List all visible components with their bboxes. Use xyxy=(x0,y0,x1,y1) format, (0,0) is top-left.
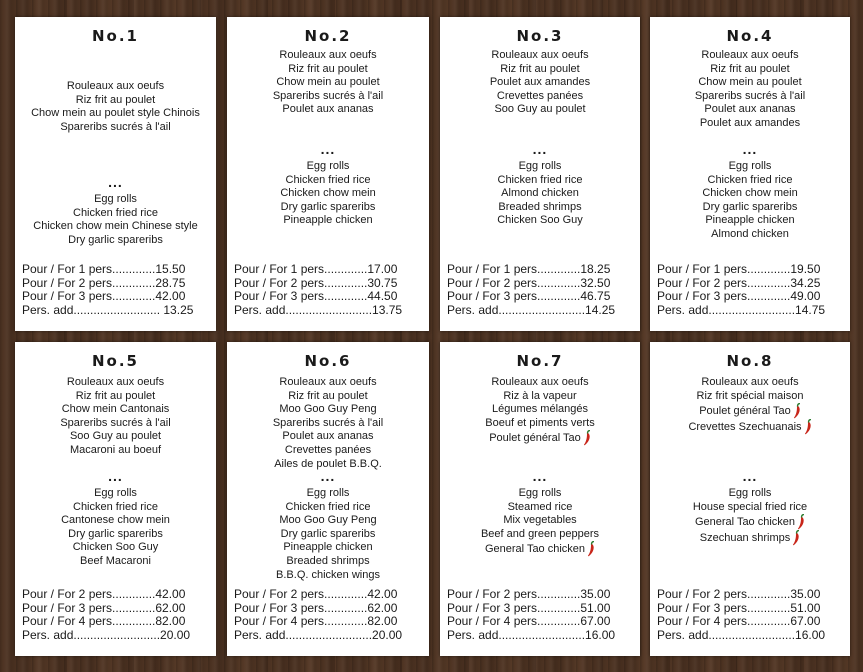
english-item-text: Egg rolls xyxy=(306,160,350,172)
price-line: Pour / For 3 pers.............62.00 xyxy=(22,601,186,615)
english-item xyxy=(17,234,214,248)
french-item-text: Soo Guy au poulet xyxy=(494,103,586,116)
french-item xyxy=(229,403,427,417)
french-item-text: Poulet aux amandes xyxy=(699,116,801,129)
french-item-text: Poulet aux ananas xyxy=(704,103,796,116)
separator-dots: ... xyxy=(320,141,336,157)
english-item-text: House special fried rice xyxy=(692,500,808,513)
english-item xyxy=(442,174,638,188)
english-item-text: Chicken chow mein xyxy=(702,187,798,200)
price-line: Pers. add..........................14.75 xyxy=(657,303,826,317)
french-item-text: Riz frit au poulet xyxy=(288,389,368,402)
french-item xyxy=(442,103,638,117)
french-item xyxy=(229,444,427,458)
english-item xyxy=(229,514,427,528)
french-item xyxy=(17,417,214,431)
french-item-text: Poulet aux amandes xyxy=(489,76,591,89)
english-item-text: Beef Macaroni xyxy=(80,554,151,567)
price-list xyxy=(657,263,844,317)
french-items xyxy=(442,49,638,117)
english-item xyxy=(442,187,638,201)
english-item xyxy=(17,514,214,528)
chili-pepper-icon xyxy=(804,419,812,435)
english-item xyxy=(17,555,214,569)
price-line: Pour / For 1 pers.............19.50 xyxy=(657,263,821,276)
menu-title: No.6 xyxy=(304,352,352,370)
french-item-text: Rouleaux aux oeufs xyxy=(279,49,377,61)
french-item-text: Boeuf et piments verts xyxy=(485,416,595,429)
english-item-text: Dry garlic spareribs xyxy=(280,200,376,213)
french-item xyxy=(17,376,214,390)
french-item-text: Riz frit au poulet xyxy=(500,62,580,75)
separator-dots: ... xyxy=(742,468,758,484)
price-line: Pour / For 3 pers.............44.50 xyxy=(234,290,398,304)
price-line: Pour / For 4 pers.............82.00 xyxy=(22,615,186,629)
french-item xyxy=(17,94,214,108)
french-item-text: Ailes de poulet B.B.Q. xyxy=(274,457,382,470)
menu-title: No.2 xyxy=(304,27,352,45)
price-line: Pour / For 3 pers.............49.00 xyxy=(657,290,821,304)
english-item-text: Chicken fried rice xyxy=(285,173,371,186)
english-items xyxy=(442,487,638,557)
french-item-text: Chow mein au poulet style Chinois xyxy=(31,107,200,120)
menu-card xyxy=(650,17,850,331)
english-item-text: Chicken fried rice xyxy=(285,500,371,513)
french-item-text: Riz frit au poulet xyxy=(288,62,368,75)
english-item xyxy=(442,201,638,215)
french-items xyxy=(229,376,427,471)
price-list xyxy=(22,263,210,317)
french-item xyxy=(229,417,427,431)
english-item xyxy=(442,501,638,515)
menu-card xyxy=(227,342,429,656)
english-item-text: Pineapple chicken xyxy=(283,214,373,227)
menu-title: No.7 xyxy=(516,352,564,370)
menu-card xyxy=(227,17,429,331)
french-item-text: Rouleaux aux oeufs xyxy=(279,376,377,388)
english-item xyxy=(17,501,214,515)
menu-card xyxy=(440,342,640,656)
french-item-text: Riz frit au poulet xyxy=(710,62,790,75)
price-list xyxy=(447,263,634,317)
english-item xyxy=(442,487,638,501)
english-item xyxy=(17,207,214,221)
french-item-text: Rouleaux aux oeufs xyxy=(66,80,165,92)
menu-title: No.8 xyxy=(726,352,774,370)
menu-title: No.5 xyxy=(92,352,139,370)
chili-pepper-icon xyxy=(792,530,800,546)
english-item xyxy=(17,220,214,234)
french-item xyxy=(442,430,638,446)
french-item-text: Spareribs sucrés à l'ail xyxy=(272,416,384,429)
french-item xyxy=(442,63,638,77)
english-item xyxy=(652,487,848,501)
chili-pepper-icon xyxy=(793,403,801,419)
english-item xyxy=(652,187,848,201)
english-item xyxy=(652,174,848,188)
english-item-text: Egg rolls xyxy=(728,160,772,172)
french-item-text: Riz frit au poulet xyxy=(75,93,156,106)
english-item xyxy=(652,160,848,174)
price-line: Pour / For 1 pers.............18.25 xyxy=(447,263,611,276)
french-item xyxy=(652,76,848,90)
english-item xyxy=(652,514,848,530)
separator-dots: ... xyxy=(320,468,336,484)
english-item xyxy=(442,214,638,228)
french-item xyxy=(442,90,638,104)
price-line: Pour / For 2 pers.............35.00 xyxy=(447,588,611,601)
price-line: Pour / For 2 pers.............28.75 xyxy=(22,276,186,290)
english-item xyxy=(229,160,427,174)
french-item-text: Riz frit spécial maison xyxy=(696,389,804,402)
french-item xyxy=(652,390,848,404)
english-item xyxy=(652,228,848,242)
price-line: Pour / For 4 pers.............82.00 xyxy=(234,615,398,629)
french-item xyxy=(442,403,638,417)
french-item-text: Spareribs sucrés à l'ail xyxy=(694,89,806,102)
french-item xyxy=(652,403,848,419)
french-item-text: Riz frit au poulet xyxy=(75,389,156,402)
price-line: Pers. add.......................... 13.25 xyxy=(22,303,194,317)
french-item xyxy=(229,376,427,390)
french-items xyxy=(652,376,848,435)
chili-pepper-icon xyxy=(583,430,591,446)
french-item-text: Rouleaux aux oeufs xyxy=(491,376,589,388)
french-item xyxy=(229,390,427,404)
french-item xyxy=(17,80,214,94)
price-list xyxy=(234,263,423,317)
english-item xyxy=(17,487,214,501)
french-items xyxy=(17,376,214,458)
french-item xyxy=(442,390,638,404)
french-item xyxy=(17,444,214,458)
english-items xyxy=(652,487,848,546)
english-item-text: Pineapple chicken xyxy=(705,214,795,227)
french-item-text: Poulet général Tao xyxy=(489,432,581,445)
english-item-text: Almond chicken xyxy=(501,187,579,200)
french-item-text: Crevettes panées xyxy=(284,443,372,456)
price-list xyxy=(234,588,423,642)
french-item-text: Chow mein au poulet xyxy=(276,76,380,89)
price-line: Pour / For 3 pers.............51.00 xyxy=(657,601,821,615)
price-line: Pers. add..........................14.25 xyxy=(447,303,616,317)
price-line: Pour / For 3 pers.............62.00 xyxy=(234,601,398,615)
french-item-text: Crevettes Szechuanais xyxy=(688,421,802,434)
english-item-text: General Tao chicken xyxy=(694,516,796,529)
price-line: Pers. add..........................16.00 xyxy=(447,628,616,642)
french-item xyxy=(17,430,214,444)
english-item-text: Breaded shrimps xyxy=(498,200,582,213)
french-item-text: Légumes mélangés xyxy=(491,403,588,416)
french-item xyxy=(442,76,638,90)
english-item-text: Dry garlic spareribs xyxy=(280,527,376,540)
french-item-text: Macaroni au boeuf xyxy=(69,443,162,456)
french-item xyxy=(17,390,214,404)
french-item-text: Rouleaux aux oeufs xyxy=(66,376,165,388)
english-item-text: Chicken fried rice xyxy=(497,173,583,186)
french-item-text: Moo Goo Guy Peng xyxy=(279,403,377,416)
english-item-text: B.B.Q. chicken wings xyxy=(276,568,380,581)
price-line: Pers. add..........................20.00 xyxy=(22,628,191,642)
price-line: Pour / For 2 pers.............35.00 xyxy=(657,588,821,601)
french-items xyxy=(652,49,848,131)
english-item-text: Szechuan shrimps xyxy=(699,532,791,545)
french-item xyxy=(229,90,427,104)
english-item-text: Beef and green peppers xyxy=(480,527,600,540)
price-line: Pers. add..........................16.00 xyxy=(657,628,826,642)
english-item xyxy=(17,541,214,555)
english-item xyxy=(229,501,427,515)
english-items xyxy=(229,160,427,228)
english-item-text: Egg rolls xyxy=(94,193,137,205)
french-item xyxy=(442,376,638,390)
price-line: Pour / For 4 pers.............67.00 xyxy=(447,615,611,629)
french-item xyxy=(652,376,848,390)
menu-card xyxy=(15,17,216,331)
english-item xyxy=(229,541,427,555)
french-item-text: Poulet aux ananas xyxy=(282,103,374,116)
price-line: Pour / For 4 pers.............67.00 xyxy=(657,615,821,629)
english-item xyxy=(229,201,427,215)
french-items xyxy=(229,49,427,117)
price-line: Pour / For 3 pers.............46.75 xyxy=(447,290,611,304)
french-item-text: Rouleaux aux oeufs xyxy=(491,49,589,61)
price-list xyxy=(22,588,210,642)
price-line: Pour / For 3 pers.............42.00 xyxy=(22,290,186,304)
english-item-text: Cantonese chow mein xyxy=(61,514,170,527)
english-item xyxy=(229,569,427,583)
french-item-text: Spareribs sucrés à l'ail xyxy=(60,120,171,133)
french-items xyxy=(442,376,638,446)
english-item-text: Egg rolls xyxy=(728,487,772,499)
english-item xyxy=(652,214,848,228)
french-item-text: Chow mein au poulet xyxy=(698,76,802,89)
french-item xyxy=(229,430,427,444)
price-line: Pour / For 2 pers.............34.25 xyxy=(657,276,821,290)
french-item-text: Rouleaux aux oeufs xyxy=(701,376,799,388)
english-item xyxy=(229,187,427,201)
english-item-text: Egg rolls xyxy=(306,487,350,499)
price-line: Pour / For 2 pers.............42.00 xyxy=(22,588,186,601)
english-item xyxy=(442,528,638,542)
english-item xyxy=(229,555,427,569)
price-line: Pers. add..........................13.75 xyxy=(234,303,403,317)
english-item xyxy=(17,528,214,542)
french-item-text: Soo Guy au poulet xyxy=(69,430,162,443)
price-line: Pour / For 2 pers.............32.50 xyxy=(447,276,611,290)
english-item xyxy=(652,530,848,546)
menu-card xyxy=(15,342,216,656)
price-line: Pour / For 2 pers.............42.00 xyxy=(234,588,398,601)
english-item-text: Chicken chow mein xyxy=(280,187,376,200)
english-item-text: Egg rolls xyxy=(518,487,562,499)
chili-pepper-icon xyxy=(797,514,805,530)
french-item-text: Poulet général Tao xyxy=(699,405,791,418)
price-list xyxy=(657,588,844,642)
separator-dots: ... xyxy=(108,468,123,484)
english-item-text: Chicken fried rice xyxy=(73,500,158,513)
french-item xyxy=(652,419,848,435)
english-item xyxy=(229,174,427,188)
english-items xyxy=(652,160,848,242)
menu-card xyxy=(440,17,640,331)
english-item xyxy=(652,201,848,215)
chili-pepper-icon xyxy=(587,541,595,557)
french-item xyxy=(652,117,848,131)
french-item xyxy=(229,63,427,77)
menu-title: No.4 xyxy=(726,27,774,45)
english-item-text: Chicken chow mein Chinese style xyxy=(33,220,198,233)
french-item-text: Spareribs sucrés à l'ail xyxy=(272,89,384,102)
menu-title: No.3 xyxy=(516,27,564,45)
english-item xyxy=(229,214,427,228)
price-line: Pour / For 1 pers.............15.50 xyxy=(22,263,186,276)
menu-title: No.1 xyxy=(92,27,139,45)
english-item xyxy=(442,541,638,557)
english-item-text: Egg rolls xyxy=(94,487,137,499)
english-item-text: Moo Goo Guy Peng xyxy=(279,514,377,527)
french-item xyxy=(17,403,214,417)
french-item-text: Crevettes panées xyxy=(496,89,584,102)
separator-dots: ... xyxy=(532,468,548,484)
english-item-text: Almond chicken xyxy=(711,227,789,240)
french-item-text: Riz à la vapeur xyxy=(503,389,577,402)
french-item xyxy=(229,49,427,63)
english-item xyxy=(17,193,214,207)
english-item-text: Steamed rice xyxy=(507,500,573,513)
english-item-text: Mix vegetables xyxy=(503,514,577,527)
english-item-text: Dry garlic spareribs xyxy=(702,200,798,213)
english-item xyxy=(442,514,638,528)
french-item xyxy=(652,63,848,77)
english-item-text: Egg rolls xyxy=(518,160,562,172)
english-item-text: General Tao chicken xyxy=(484,543,586,556)
english-item xyxy=(442,160,638,174)
menu-card xyxy=(650,342,850,656)
english-item-text: Pineapple chicken xyxy=(283,541,373,554)
french-item xyxy=(652,103,848,117)
french-items xyxy=(17,80,214,134)
english-item-text: Chicken Soo Guy xyxy=(72,541,159,554)
french-item xyxy=(442,417,638,431)
french-item xyxy=(442,49,638,63)
english-item-text: Chicken fried rice xyxy=(73,206,158,219)
french-item-text: Chow mein Cantonais xyxy=(61,403,170,416)
french-item xyxy=(652,90,848,104)
french-item xyxy=(17,121,214,135)
english-item-text: Dry garlic spareribs xyxy=(68,527,163,540)
price-line: Pour / For 1 pers.............17.00 xyxy=(234,263,398,276)
english-item xyxy=(229,528,427,542)
french-item xyxy=(17,107,214,121)
french-item xyxy=(229,103,427,117)
english-item-text: Chicken fried rice xyxy=(707,173,793,186)
english-items xyxy=(17,193,214,247)
separator-dots: ... xyxy=(742,141,758,157)
french-item xyxy=(229,76,427,90)
english-items xyxy=(229,487,427,582)
price-line: Pers. add..........................20.00 xyxy=(234,628,403,642)
french-item-text: Rouleaux aux oeufs xyxy=(701,49,799,61)
french-item-text: Poulet aux ananas xyxy=(282,430,374,443)
price-list xyxy=(447,588,634,642)
english-item-text: Dry garlic spareribs xyxy=(68,233,163,246)
english-item xyxy=(229,487,427,501)
english-item-text: Chicken Soo Guy xyxy=(497,214,583,227)
english-items xyxy=(442,160,638,228)
english-items xyxy=(17,487,214,569)
separator-dots: ... xyxy=(532,141,548,157)
separator-dots: ... xyxy=(108,174,123,190)
french-item xyxy=(652,49,848,63)
english-item xyxy=(652,501,848,515)
price-line: Pour / For 3 pers.............51.00 xyxy=(447,601,611,615)
english-item-text: Breaded shrimps xyxy=(286,554,370,567)
price-line: Pour / For 2 pers.............30.75 xyxy=(234,276,398,290)
french-item-text: Spareribs sucrés à l'ail xyxy=(60,416,171,429)
